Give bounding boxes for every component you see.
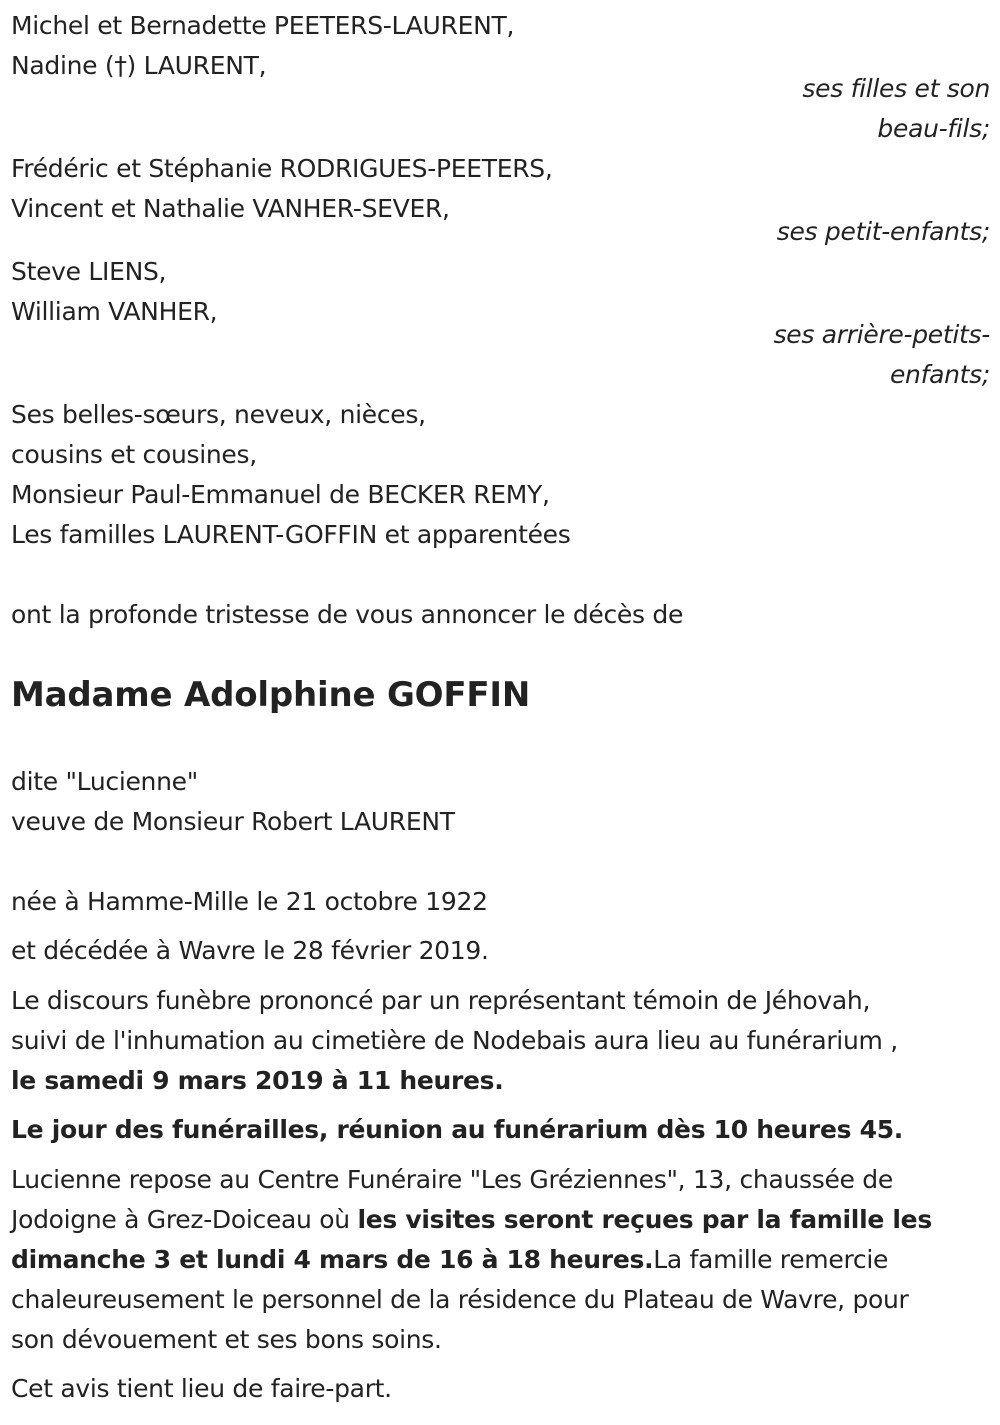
- family-line: Steve LIENS,: [11, 257, 167, 286]
- deceased-spouse: veuve de Monsieur Robert LAURENT: [11, 807, 455, 836]
- deceased-alias: dite "Lucienne": [11, 767, 198, 796]
- family-line: Michel et Bernadette PEETERS-LAURENT,: [11, 11, 515, 40]
- relationship-label: ses filles et son: [802, 74, 990, 103]
- family-line: Vincent et Nathalie VANHER-SEVER,: [11, 194, 450, 223]
- visits-text: [11, 1240, 888, 1280]
- family-line: Monsieur Paul-Emmanuel de BECKER REMY,: [11, 480, 550, 509]
- visits-text: Lucienne repose au Centre Funéraire "Les Gréziennes", 13, chaussée de: [11, 1165, 893, 1194]
- ceremony-date: le samedi 9 mars 2019 à 11 heures.: [11, 1066, 504, 1095]
- family-line: Les familles LAURENT-GOFFIN et apparentées: [11, 520, 571, 549]
- birth-info: née à Hamme-Mille le 21 octobre 1922: [11, 887, 488, 916]
- visits-text-plain: Jodoigne à Grez-Doiceau où: [11, 1205, 358, 1234]
- visits-text-plain: La famille remercie: [653, 1245, 889, 1274]
- announcement-text: ont la profonde tristesse de vous annoncer le décès de: [11, 600, 684, 629]
- visits-text-bold: dimanche 3 et lundi 4 mars de 16 à 18 heures.: [11, 1245, 654, 1274]
- family-line: Ses belles-sœurs, neveux, nièces,: [11, 400, 426, 429]
- visits-text: [11, 1200, 932, 1240]
- family-line: Frédéric et Stéphanie RODRIGUES-PEETERS,: [11, 154, 553, 183]
- family-line: cousins et cousines,: [11, 440, 257, 469]
- family-line: Nadine (†) LAURENT,: [11, 51, 267, 80]
- relationship-label: enfants;: [889, 360, 990, 389]
- visits-text: chaleureusement le personnel de la résidence du Plateau de Wavre, pour: [11, 1285, 909, 1314]
- family-line: William VANHER,: [11, 297, 218, 326]
- closing-text: Cet avis tient lieu de faire-part.: [11, 1374, 392, 1403]
- relationship-label: beau-fils;: [877, 114, 990, 143]
- visits-text: son dévouement et ses bons soins.: [11, 1325, 442, 1354]
- ceremony-text: Le discours funèbre prononcé par un représentant témoin de Jéhovah,: [11, 986, 871, 1015]
- relationship-label: ses arrière-petits-: [773, 320, 990, 349]
- gathering-info: Le jour des funérailles, réunion au funérarium dès 10 heures 45.: [11, 1115, 903, 1144]
- relationship-label: ses petit-enfants;: [776, 217, 990, 246]
- visits-text-bold: les visites seront reçues par la famille les: [357, 1205, 932, 1234]
- deceased-name: Madame Adolphine GOFFIN: [11, 675, 531, 715]
- death-info: et décédée à Wavre le 28 février 2019.: [11, 936, 489, 965]
- ceremony-text: suivi de l'inhumation au cimetière de Nodebais aura lieu au funérarium ,: [11, 1026, 898, 1055]
